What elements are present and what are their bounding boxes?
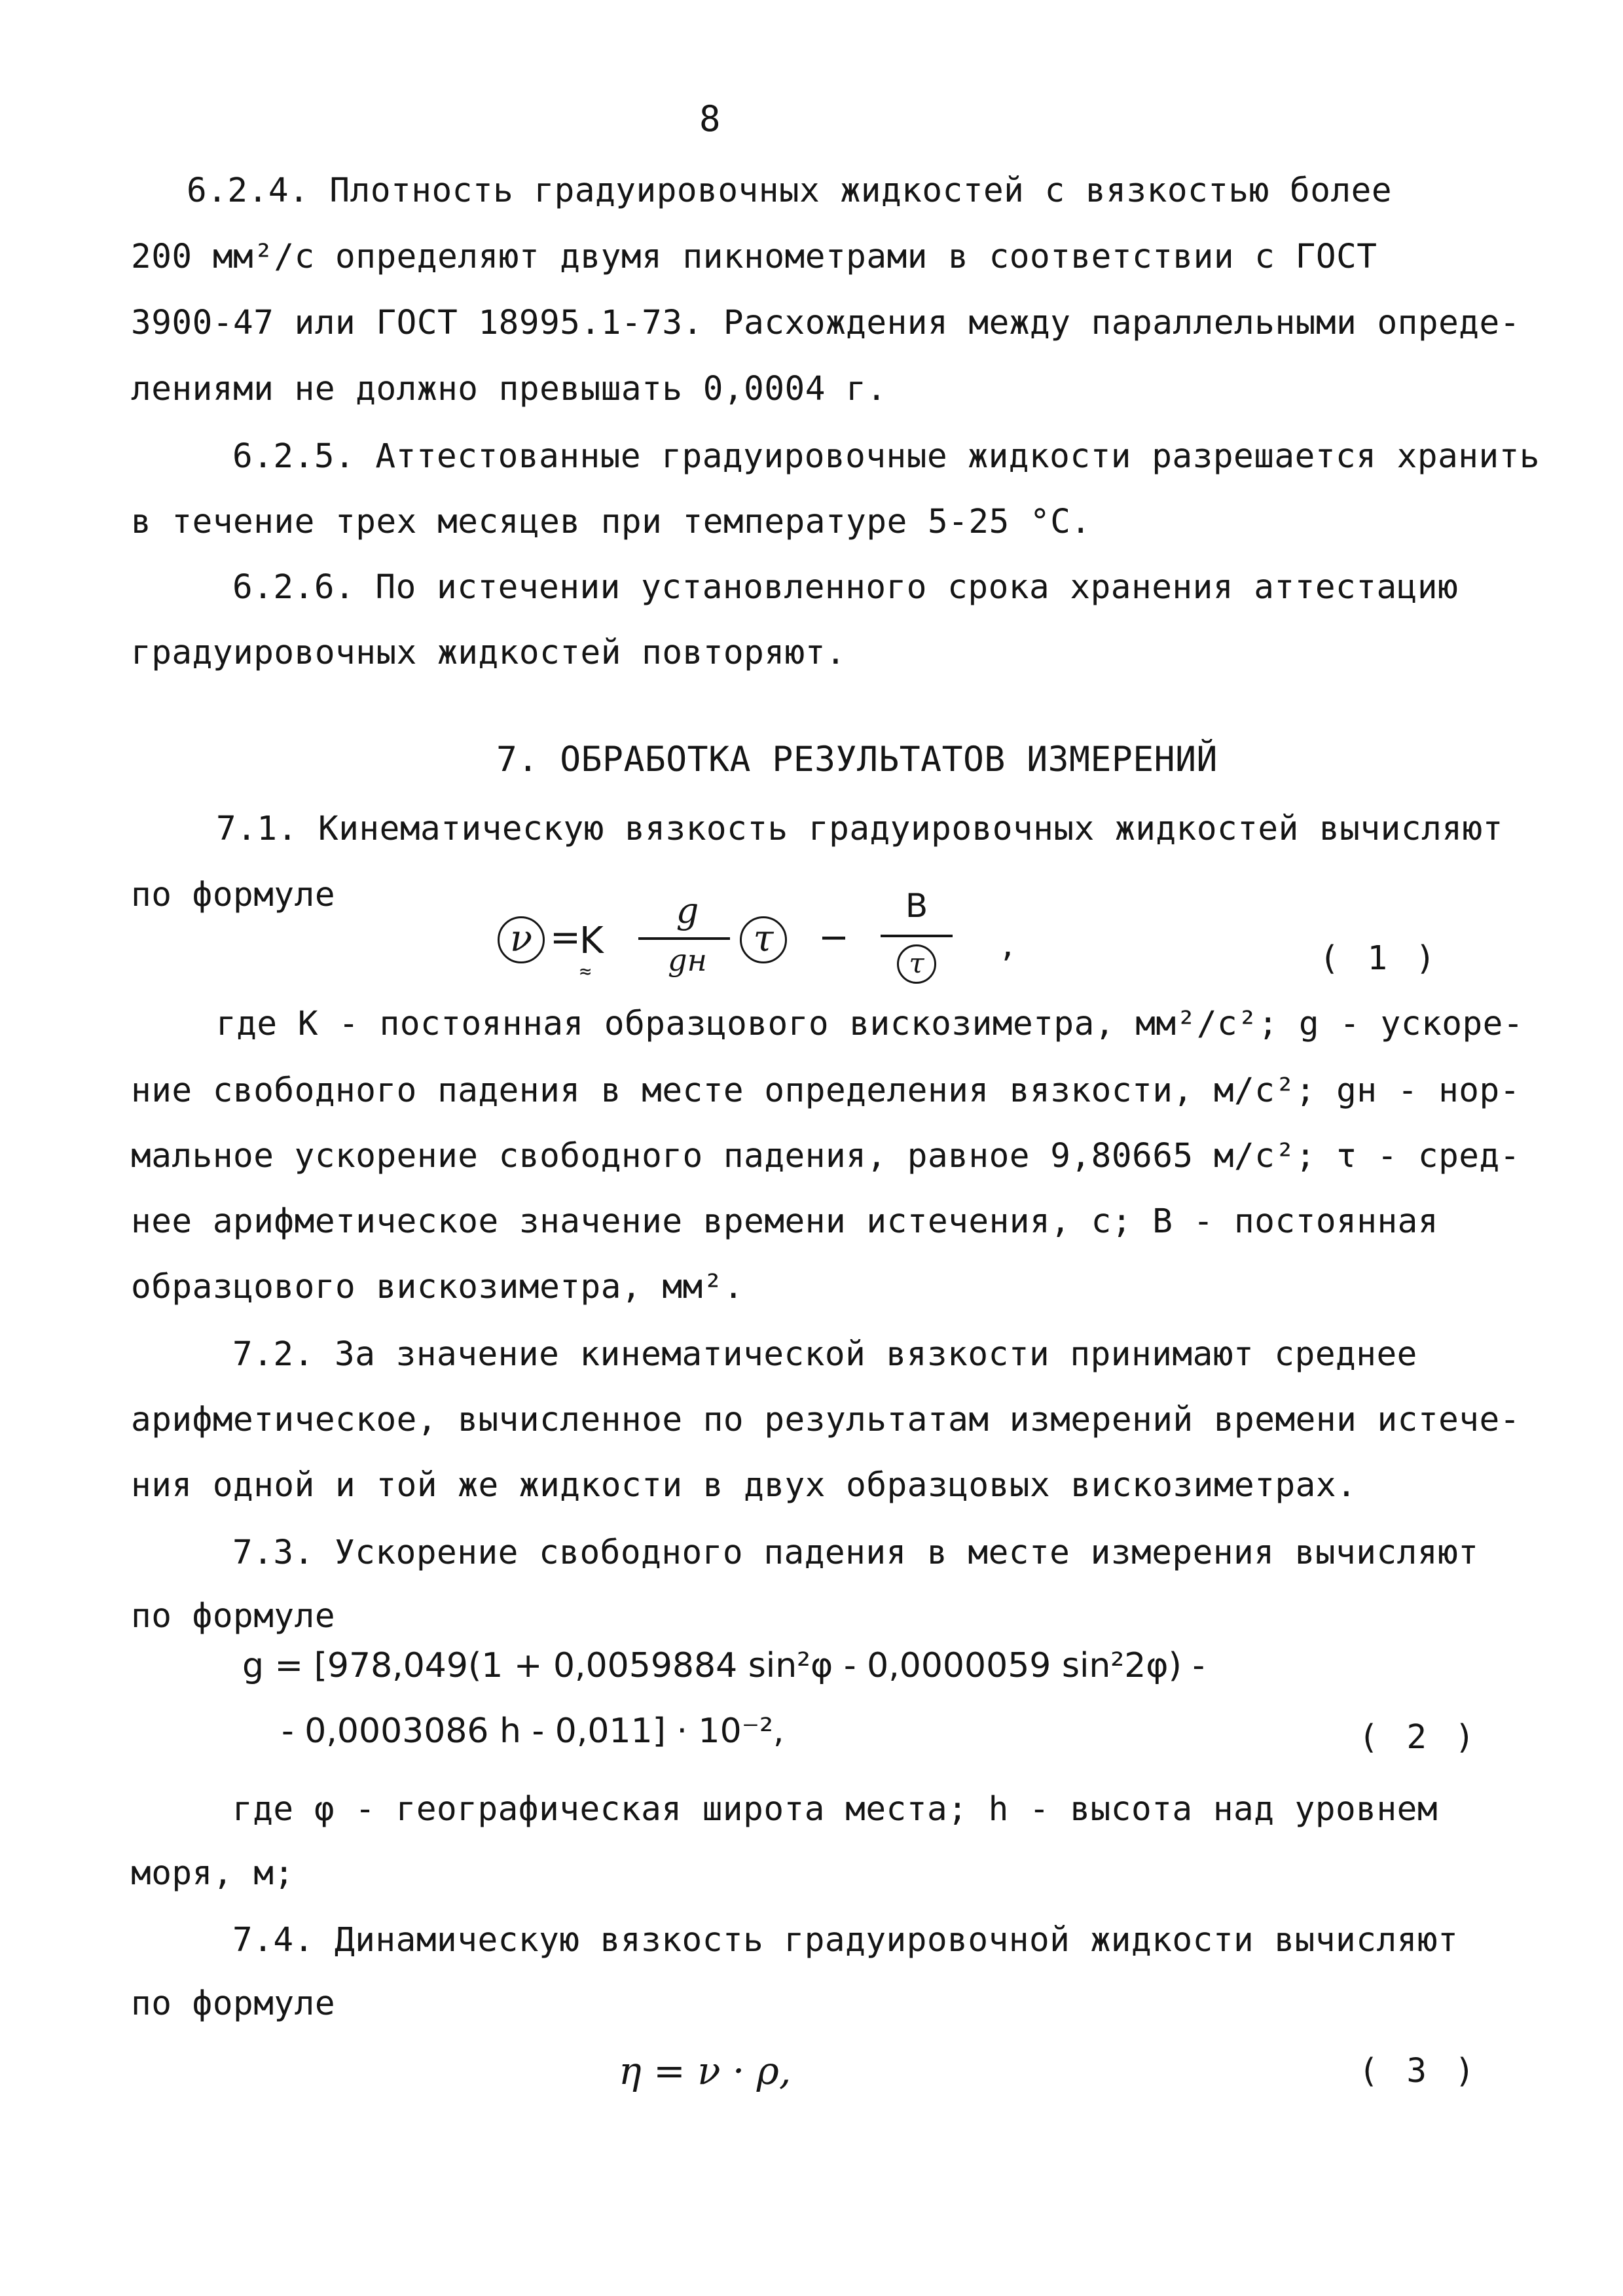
equation-number-3: ( 3 ) — [1359, 2052, 1479, 2090]
p624-line-1: 6.2.4. Плотность градуировочных жидкостей с вязкостью более — [187, 171, 1393, 210]
p72-line-2: арифметическое, вычисленное по результатам измерений времени истече- — [131, 1401, 1520, 1439]
p71-where-line-3: мальное ускорение свободного падения, равное 9,80665 м/с²; τ - сред- — [131, 1137, 1520, 1175]
p72-line-3: ния одной и той же жидкости в двух образцовых вискозиметрах. — [131, 1466, 1357, 1505]
p626-line-2: градуировочных жидкостей повторяют. — [131, 634, 847, 672]
p71-line-2: по формуле — [131, 876, 336, 914]
equation-number-1: ( 1 ) — [1319, 939, 1440, 978]
p71-where-line-1: где K - постоянная образцового вискозиметра, мм²/с²; g - ускоре- — [216, 1005, 1524, 1043]
p73-line-1: 7.3. Ускорение свободного падения в месте измерения вычисляют — [232, 1534, 1479, 1572]
g-numerator: g — [676, 890, 699, 931]
K-underline-mark: ≈ — [579, 960, 592, 983]
nu-symbol: ν — [498, 916, 545, 963]
p74-line-1: 7.4. Динамическую вязкость градуировочной жидкости вычисляют — [232, 1921, 1459, 1960]
p625-line-2: в течение трех месяцев при температуре 5-25 °С. — [131, 503, 1091, 541]
formula-2-line-1: g = [978,049(1 + 0,0059884 sin²φ - 0,0000059 sin²2φ) - — [242, 1646, 1205, 1685]
p73-where-line-2: моря, м; — [131, 1854, 295, 1893]
p71-where-line-2: ние свободного падения в месте определения вязкости, м/с²; gн - нор- — [131, 1071, 1520, 1110]
B-numerator: B — [905, 887, 928, 925]
equation-number-2: ( 2 ) — [1359, 1718, 1479, 1757]
tau-symbol: τ — [740, 916, 787, 963]
formula-2-line-2: - 0,0003086 h - 0,011] · 10⁻², — [282, 1712, 784, 1751]
p71-where-line-5: образцового вискозиметра, мм². — [131, 1268, 744, 1306]
p71-where-line-4: нее арифметическое значение времени истечения, с; B - постоянная — [131, 1202, 1439, 1241]
p624-line-4: лениями не должно превышать 0,0004 г. — [131, 370, 887, 408]
p625-line-1: 6.2.5. Аттестованные градуировочные жидкости разрешается хранить — [232, 437, 1541, 476]
equals-sign: = — [550, 916, 581, 959]
K-symbol: K — [579, 920, 604, 962]
formula-1-comma: , — [1002, 923, 1013, 965]
p72-line-1: 7.2. За значение кинематической вязкости принимают среднее — [232, 1335, 1417, 1374]
p73-line-2: по формуле — [131, 1597, 336, 1636]
gn-denominator: gн — [668, 942, 707, 978]
fraction-bar-2 — [881, 935, 953, 937]
formula-3: η = ν · ρ, — [619, 2049, 792, 2093]
p71-line-1: 7.1. Кинематическую вязкость градуировочных жидкостей вычисляют — [216, 810, 1503, 848]
section-heading: 7. ОБРАБОТКА РЕЗУЛЬТАТОВ ИЗМЕРЕНИЙ — [496, 740, 1218, 780]
p624-line-3: 3900-47 или ГОСТ 18995.1-73. Расхождения между параллельными опреде- — [131, 304, 1520, 342]
page-number: 8 — [699, 98, 721, 139]
minus-sign: − — [818, 916, 849, 959]
p624-line-2: 200 мм²/с определяют двумя пикнометрами в соответствии с ГОСТ — [131, 238, 1377, 276]
tau-denominator: τ — [897, 944, 936, 984]
fraction-bar-1 — [638, 937, 730, 940]
p74-line-2: по формуле — [131, 1984, 336, 2023]
p73-where-line-1: где φ - географическая широта места; h - высота над уровнем — [232, 1790, 1438, 1829]
p626-line-1: 6.2.6. По истечении установленного срока хранения аттестацию — [232, 568, 1459, 607]
